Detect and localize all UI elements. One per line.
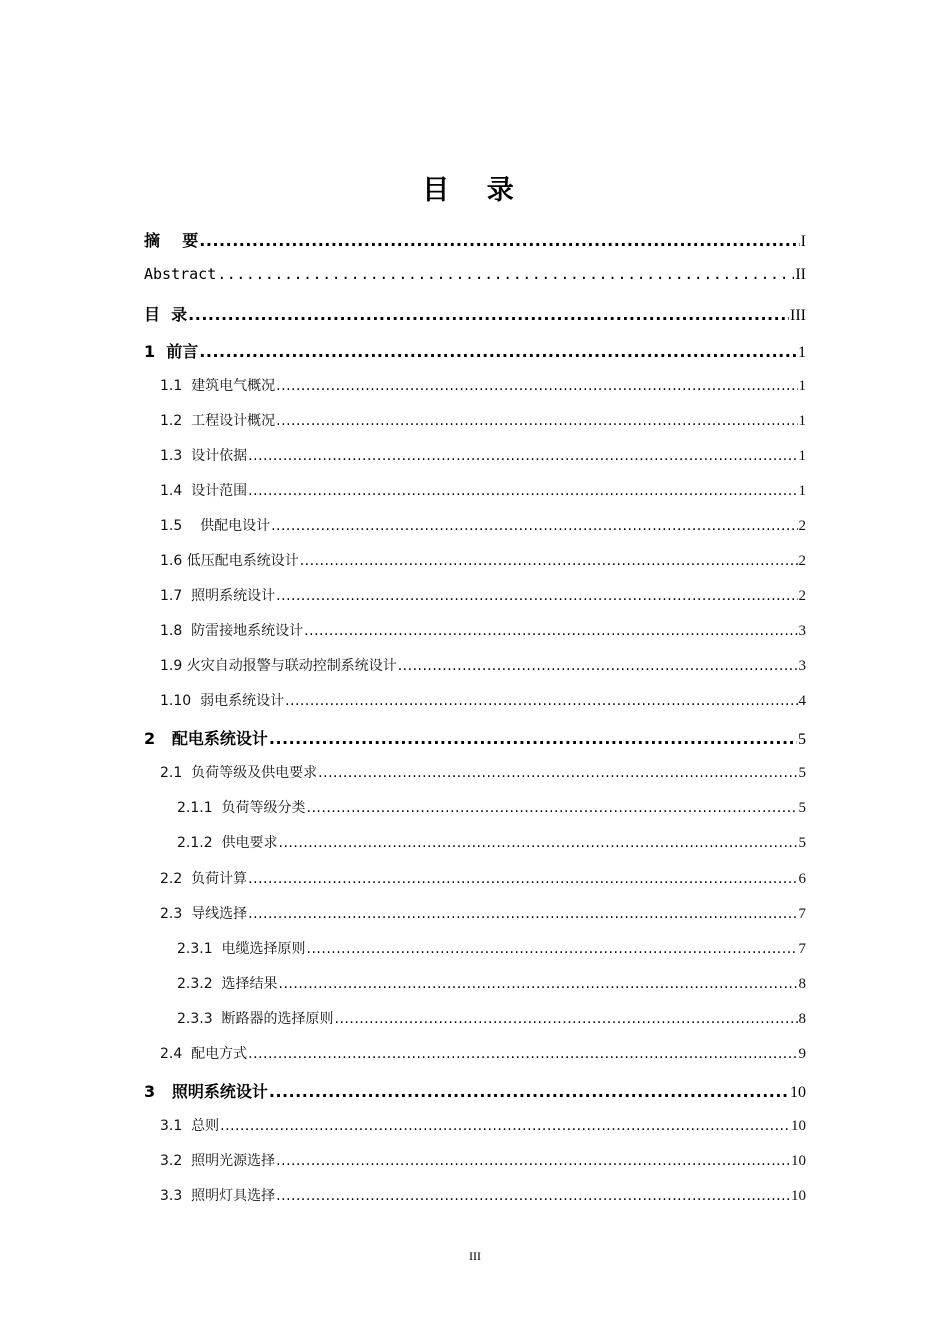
toc-entry-label: 2.3.3 断路器的选择原则 xyxy=(177,1011,334,1027)
toc-entry-label: 目 录 xyxy=(144,305,188,324)
toc-dot-leader xyxy=(307,941,798,957)
toc-entry-page: 1 xyxy=(798,483,806,499)
toc-dot-leader xyxy=(276,378,797,394)
toc-dot-leader xyxy=(271,518,797,534)
toc-entry-page: 4 xyxy=(798,693,806,709)
toc-dot-leader xyxy=(276,1153,790,1169)
toc-entry-page: I xyxy=(800,233,806,250)
toc-entry[interactable] xyxy=(160,655,806,675)
toc-entry[interactable] xyxy=(160,1115,806,1135)
toc-entry-page: 1 xyxy=(798,448,806,464)
toc-entry[interactable] xyxy=(160,375,806,395)
toc-entry[interactable] xyxy=(144,265,806,284)
toc-entry[interactable] xyxy=(160,690,806,710)
toc-entry-label: 2.2 负荷计算 xyxy=(160,871,248,887)
toc-entry-label: 2.1.1 负荷等级分类 xyxy=(177,800,306,816)
toc-entry-page: 10 xyxy=(790,1084,806,1101)
toc-entry-label: 1 前言 xyxy=(144,342,199,361)
toc-entry-page: 2 xyxy=(798,518,806,534)
toc-dot-leader xyxy=(300,553,798,569)
toc-entry-page: II xyxy=(795,266,806,283)
toc-entry-label: 2.4 配电方式 xyxy=(160,1046,248,1062)
toc-entry-page: 10 xyxy=(791,1188,806,1204)
toc-entry[interactable] xyxy=(177,973,806,993)
toc-entry-label: 1.6 低压配电系统设计 xyxy=(160,553,299,569)
toc-entry[interactable] xyxy=(160,762,806,782)
toc-entry[interactable] xyxy=(144,228,806,251)
toc-entry-label: 2.3.1 电缆选择原则 xyxy=(177,941,306,957)
toc-dot-leader xyxy=(318,765,797,781)
toc-entry[interactable] xyxy=(160,868,806,888)
toc-entry-label: 2.3.2 选择结果 xyxy=(177,976,278,992)
toc-entry[interactable] xyxy=(144,302,806,325)
toc-dot-leader xyxy=(217,265,794,283)
page-title: 目 录 xyxy=(422,175,528,206)
toc-entry-label: 1.8 防雷接地系统设计 xyxy=(160,623,304,639)
toc-dot-leader xyxy=(248,1046,797,1062)
toc-entry[interactable] xyxy=(160,620,806,640)
toc-entry-label: 2.1.2 供电要求 xyxy=(177,835,278,851)
toc-entry-page: 2 xyxy=(798,588,806,604)
toc-entry-label: 3.1 总则 xyxy=(160,1118,220,1134)
toc-dot-leader xyxy=(248,906,797,922)
toc-entry[interactable] xyxy=(160,903,806,923)
toc-entry-page: 8 xyxy=(798,1011,806,1027)
toc-dot-leader xyxy=(335,1011,798,1027)
toc-entry-page: 3 xyxy=(798,623,806,639)
toc-entry[interactable] xyxy=(144,726,806,749)
toc-dot-leader xyxy=(307,800,798,816)
toc-dot-leader xyxy=(276,588,797,604)
toc-entry-page: 10 xyxy=(791,1153,806,1169)
toc-entry[interactable] xyxy=(160,410,806,430)
toc-entry-page: 10 xyxy=(791,1118,806,1134)
toc-entry-page: 6 xyxy=(798,871,806,887)
page-number-footer: III xyxy=(469,1249,481,1263)
toc-dot-leader xyxy=(279,835,798,851)
toc-entry-label: 摘 要 xyxy=(144,231,199,250)
toc-dot-leader xyxy=(269,1082,789,1101)
toc-entry[interactable] xyxy=(144,339,806,362)
toc-entry-label: Abstract xyxy=(144,265,217,283)
toc-entry-label: 1.7 照明系统设计 xyxy=(160,588,276,604)
toc-entry-page: 5 xyxy=(798,765,806,781)
toc-entry-label: 3.2 照明光源选择 xyxy=(160,1153,276,1169)
toc-entry-label: 3.3 照明灯具选择 xyxy=(160,1188,276,1204)
toc-entry[interactable] xyxy=(160,445,806,465)
toc-dot-leader xyxy=(285,693,797,709)
toc-entry-label: 1.10 弱电系统设计 xyxy=(160,693,285,709)
toc-entry-page: 5 xyxy=(798,835,806,851)
toc-entry-page: 7 xyxy=(798,941,806,957)
toc-entry[interactable] xyxy=(177,1008,806,1028)
toc-entry-page: 9 xyxy=(798,1046,806,1062)
toc-entry-page: 8 xyxy=(798,976,806,992)
toc-entry[interactable] xyxy=(177,832,806,852)
toc-dot-leader xyxy=(188,305,789,324)
toc-entry[interactable] xyxy=(160,1043,806,1063)
toc-entry[interactable] xyxy=(144,1079,806,1102)
toc-dot-leader xyxy=(248,448,797,464)
toc-dot-leader xyxy=(276,413,797,429)
toc-entry-label: 2.3 导线选择 xyxy=(160,906,248,922)
toc-entry-page: 7 xyxy=(798,906,806,922)
toc-entry-page: 1 xyxy=(798,413,806,429)
toc-entry-page: 1 xyxy=(798,378,806,394)
toc-dot-leader xyxy=(199,342,797,361)
toc-dot-leader xyxy=(279,976,798,992)
toc-entry[interactable] xyxy=(160,515,806,535)
toc-entry-label: 2.1 负荷等级及供电要求 xyxy=(160,765,318,781)
toc-entry-label: 1.5 供配电设计 xyxy=(160,518,271,534)
toc-entry[interactable] xyxy=(177,938,806,958)
toc-entry-label: 2 配电系统设计 xyxy=(144,729,268,748)
toc-dot-leader xyxy=(398,658,798,674)
toc-dot-leader xyxy=(304,623,797,639)
toc-dot-leader xyxy=(269,729,797,748)
toc-entry-page: 5 xyxy=(798,800,806,816)
toc-entry-label: 1.4 设计范围 xyxy=(160,483,248,499)
toc-entry-label: 1.1 建筑电气概况 xyxy=(160,378,276,394)
toc-entry[interactable] xyxy=(160,585,806,605)
toc-entry-label: 1.3 设计依据 xyxy=(160,448,248,464)
toc-entry-page: 5 xyxy=(798,731,806,748)
toc-entry-label: 3 照明系统设计 xyxy=(144,1082,268,1101)
toc-entry[interactable] xyxy=(160,1185,806,1205)
toc-entry[interactable] xyxy=(160,1150,806,1170)
toc-dot-leader xyxy=(248,483,797,499)
toc-entry-page: 3 xyxy=(798,658,806,674)
toc-entry-label: 1.2 工程设计概况 xyxy=(160,413,276,429)
toc-dot-leader xyxy=(248,871,797,887)
toc-dot-leader xyxy=(276,1188,790,1204)
toc-entry-page: 1 xyxy=(798,344,806,361)
toc-entry-page: 2 xyxy=(798,553,806,569)
toc-dot-leader xyxy=(199,231,799,250)
toc-dot-leader xyxy=(220,1118,790,1134)
toc-entry[interactable] xyxy=(177,797,806,817)
toc-entry[interactable] xyxy=(160,480,806,500)
toc-entry-page: III xyxy=(790,307,806,324)
toc-entry[interactable] xyxy=(160,550,806,570)
toc-entry-label: 1.9 火灾自动报警与联动控制系统设计 xyxy=(160,658,397,674)
